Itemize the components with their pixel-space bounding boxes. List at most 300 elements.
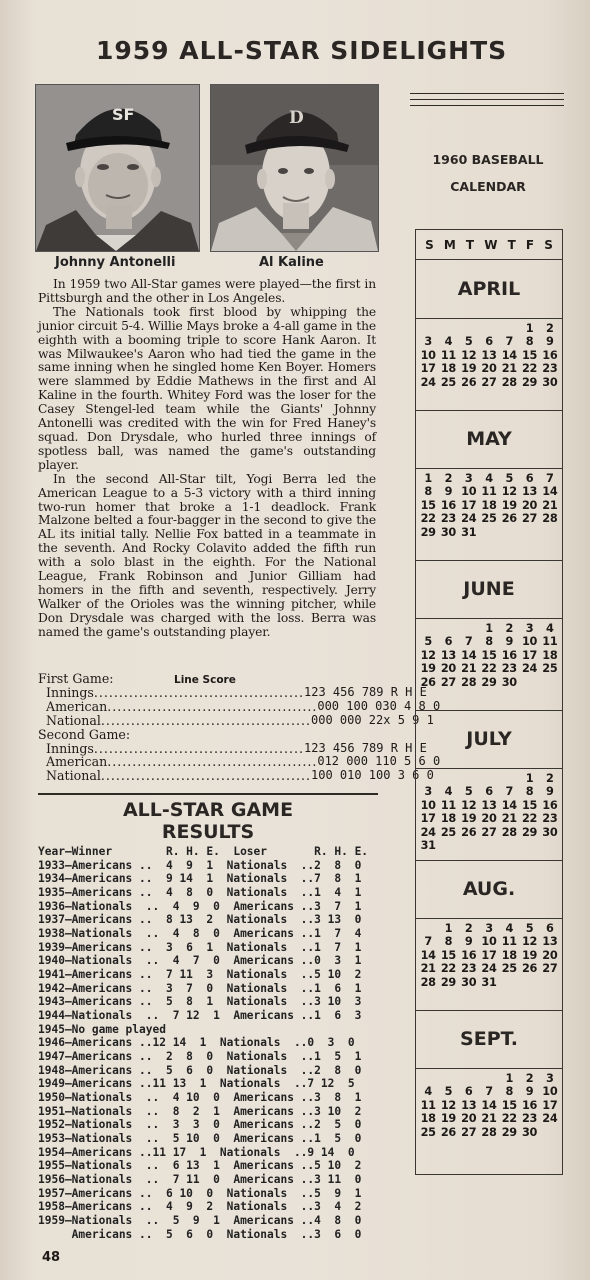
day-cell: 10 xyxy=(542,1085,558,1099)
month-separator xyxy=(416,560,562,561)
day-cell: 7 xyxy=(505,785,514,799)
day-cell: 21 xyxy=(501,362,517,376)
day-cell xyxy=(418,622,438,635)
results-title-line: ALL-STAR GAME xyxy=(122,799,294,821)
day-cell: 10 xyxy=(461,485,477,499)
line-score-row: National .......................................... 100 010 100 3 6 0 xyxy=(38,768,434,784)
results-row: 1957—Americans .. 6 10 0 Nationals ..5 9 1 xyxy=(38,1186,362,1200)
results-row: 1953—Nationals .. 5 10 0 Americans ..1 5 0 xyxy=(38,1132,362,1146)
day-cell: 30 xyxy=(440,525,456,539)
results-row: 1951—Nationals .. 8 2 1 Americans ..3 10 2 xyxy=(38,1104,362,1118)
day-cell: 22 xyxy=(521,812,538,826)
day-cell xyxy=(499,526,519,539)
day-cell: 19 xyxy=(501,498,517,512)
day-cell: 24 xyxy=(521,662,538,676)
day-cell: 9 xyxy=(505,635,514,649)
day-cell: 14 xyxy=(542,485,558,499)
day-cell: 23 xyxy=(440,512,456,526)
calendar-month xyxy=(416,710,562,852)
week-row xyxy=(418,962,560,975)
day-cell: 28 xyxy=(481,1125,497,1139)
day-cell: 1 xyxy=(424,472,432,485)
calendar-title xyxy=(410,146,566,200)
line-score-heading: Line Score xyxy=(174,674,236,686)
day-cell: 8 xyxy=(525,785,534,799)
calendar-title-line: 1960 BASEBALL xyxy=(432,152,544,167)
day-cell: 1 xyxy=(505,1072,514,1085)
week-row xyxy=(418,1112,560,1125)
day-cell xyxy=(418,772,438,785)
day-cell: 5 xyxy=(505,472,514,485)
day-cell: 4 xyxy=(424,1085,432,1099)
day-cell: 13 xyxy=(440,648,456,662)
day-cell: 9 xyxy=(525,1085,534,1099)
day-cell: 4 xyxy=(444,335,453,349)
day-cell: 7 xyxy=(505,335,514,349)
day-cell: 15 xyxy=(501,1098,517,1112)
month-name: APRIL xyxy=(416,260,562,319)
week-row xyxy=(418,826,560,839)
day-cell: 23 xyxy=(542,812,558,826)
day-cell: 4 xyxy=(444,785,453,799)
day-cell: 30 xyxy=(501,675,517,689)
day-cell: 25 xyxy=(440,825,456,839)
day-cell xyxy=(540,676,560,689)
results-row: 1952—Nationals .. 3 3 0 Americans ..2 5 0 xyxy=(38,1118,362,1132)
results-row: 1933—Americans .. 4 9 1 Nationals ..2 8 0 xyxy=(38,858,362,872)
day-cell: 29 xyxy=(481,675,497,689)
line-score-row: American .......................................... 012 000 110 5 6 0 xyxy=(38,754,441,770)
week-row xyxy=(418,635,560,648)
day-cell: 30 xyxy=(542,375,558,389)
week-row xyxy=(418,622,560,635)
day-cell: 31 xyxy=(481,975,497,989)
day-cell: 7 xyxy=(464,635,473,649)
week-row xyxy=(418,335,560,348)
calendar-month xyxy=(416,1010,562,1139)
day-cell: 31 xyxy=(420,839,436,853)
day-cell: 25 xyxy=(501,962,517,976)
day-cell: 2 xyxy=(444,472,453,485)
results-row: 1947—Americans .. 2 8 0 Nationals ..1 5 1 xyxy=(38,1050,362,1064)
day-cell: 20 xyxy=(481,812,497,826)
weekday-label: F xyxy=(525,237,535,252)
day-cell: 11 xyxy=(420,1098,436,1112)
photo-kaline xyxy=(210,84,379,252)
day-cell: 16 xyxy=(521,1098,538,1112)
day-cell: 20 xyxy=(461,1112,477,1126)
day-cell xyxy=(479,772,499,785)
day-cell: 8 xyxy=(505,1085,514,1099)
day-cell: 7 xyxy=(546,472,554,485)
day-cell: 18 xyxy=(481,498,497,512)
week-row xyxy=(418,349,560,362)
day-cell: 17 xyxy=(461,498,477,512)
day-cell: 15 xyxy=(440,948,456,962)
calendar-rule xyxy=(410,93,564,94)
results-header-row: Year—Winner R. H. E. Loser R. H. E. xyxy=(38,845,369,858)
day-cell: 23 xyxy=(501,662,517,676)
month-days-grid xyxy=(416,919,562,989)
day-cell: 16 xyxy=(461,948,477,962)
day-cell: 25 xyxy=(542,662,558,676)
month-name: AUG. xyxy=(416,860,562,919)
results-row: 1955—Nationals .. 6 13 1 Americans ..5 10 2 xyxy=(38,1159,362,1173)
day-cell: 17 xyxy=(542,1098,558,1112)
month-name: JULY xyxy=(416,710,562,769)
day-cell: 6 xyxy=(485,785,493,799)
day-cell: 28 xyxy=(461,675,477,689)
results-row: 1948—Americans .. 5 6 0 Nationals ..2 8 0 xyxy=(38,1063,362,1077)
day-cell: 9 xyxy=(464,935,473,949)
month-days-grid xyxy=(416,1069,562,1139)
day-cell: 26 xyxy=(461,375,477,389)
day-cell xyxy=(438,622,458,635)
day-cell: 26 xyxy=(501,512,517,526)
week-row xyxy=(418,1085,560,1098)
day-cell: 27 xyxy=(481,375,497,389)
calendar-month xyxy=(416,260,562,389)
day-cell: 14 xyxy=(461,648,477,662)
row-value: 000 000 22x 5 9 1 xyxy=(311,712,434,727)
calendar xyxy=(415,229,563,1175)
day-cell: 26 xyxy=(461,825,477,839)
day-cell: 31 xyxy=(461,525,477,539)
calendar-rule xyxy=(410,99,564,100)
day-cell: 21 xyxy=(542,498,558,512)
day-cell: 8 xyxy=(485,635,493,649)
week-row xyxy=(418,362,560,375)
day-cell: 13 xyxy=(481,348,497,362)
results-row: 1942—Americans .. 3 7 0 Nationals ..1 6 1 xyxy=(38,981,362,995)
day-cell xyxy=(519,839,539,852)
day-cell: 2 xyxy=(464,922,473,935)
month-days-grid xyxy=(416,319,562,389)
month-separator xyxy=(416,410,562,411)
day-cell: 15 xyxy=(521,348,538,362)
day-cell xyxy=(479,1072,499,1085)
day-cell: 6 xyxy=(485,335,493,349)
day-cell: 30 xyxy=(542,825,558,839)
results-row: 1949—Americans ..11 13 1 Nationals ..7 12 5 xyxy=(38,1077,355,1091)
calendar-month xyxy=(416,410,562,539)
results-row: 1937—Americans .. 8 13 2 Nationals ..3 13 0 xyxy=(38,913,362,927)
weekday-label: W xyxy=(484,237,498,252)
results-row: 1935—Americans .. 4 8 0 Nationals ..1 4 1 xyxy=(38,886,362,900)
results-row: 1939—Americans .. 3 6 1 Nationals ..1 7 1 xyxy=(38,940,362,954)
day-cell: 22 xyxy=(481,662,497,676)
day-cell: 29 xyxy=(440,975,456,989)
month-separator xyxy=(416,710,562,711)
day-cell: 15 xyxy=(521,798,538,812)
week-row xyxy=(418,512,560,525)
day-cell xyxy=(418,322,438,335)
day-cell: 27 xyxy=(521,512,538,526)
day-cell: 5 xyxy=(525,922,534,935)
day-cell: 13 xyxy=(542,935,558,949)
photo-caption: Johnny Antonelli xyxy=(55,255,176,270)
player-photo-giants-icon xyxy=(36,85,199,251)
week-row xyxy=(418,922,560,935)
day-cell xyxy=(459,1072,479,1085)
day-cell: 18 xyxy=(501,948,517,962)
day-cell: 7 xyxy=(424,935,432,949)
day-cell xyxy=(479,839,499,852)
day-cell: 10 xyxy=(481,935,497,949)
day-cell: 11 xyxy=(440,798,456,812)
week-row xyxy=(418,949,560,962)
day-cell: 5 xyxy=(424,635,432,649)
day-cell: 3 xyxy=(424,335,432,349)
row-label: Innings xyxy=(38,684,94,700)
results-row: 1936—Nationals .. 4 9 0 Americans ..3 7 1 xyxy=(38,899,362,913)
month-name: JUNE xyxy=(416,560,562,619)
day-cell: 25 xyxy=(440,375,456,389)
day-cell: 26 xyxy=(440,1125,456,1139)
day-cell xyxy=(499,839,519,852)
day-cell: 1 xyxy=(444,922,453,935)
line-score-row xyxy=(38,672,378,686)
day-cell xyxy=(438,839,458,852)
week-row xyxy=(418,485,560,498)
week-row xyxy=(418,322,560,335)
day-cell: 12 xyxy=(501,485,517,499)
day-cell: 22 xyxy=(521,362,538,376)
weekday-label: M xyxy=(443,237,456,252)
week-row xyxy=(418,526,560,539)
week-row xyxy=(418,799,560,812)
day-cell: 23 xyxy=(461,962,477,976)
month-days-grid xyxy=(416,619,562,689)
week-row xyxy=(418,839,560,852)
row-value: 012 000 110 5 6 0 xyxy=(317,754,441,769)
article-paragraph: In the second All-Star tilt, Yogi Berra led the American League to a 5-3 victory with a third inning two-run homer that broke a 1-1 deadlock. Frank Malzone belted a four-bagger in the second to give the AL its initial tally. Nellie Fox batted in a teammate in the seventh. And Rocky Colavito added the fifth run with a solo blast in the eighth. For the National League, Frank Robinson and Junior Gilliam had homers in the fifth and seventh, respectively. Jerry Walker of the Orioles was the winning pitcher, while Don Drysdale was charged with the loss. Berra was named the game's outstanding player. xyxy=(38,471,376,639)
week-row xyxy=(418,935,560,948)
day-cell: 24 xyxy=(542,1112,558,1126)
day-cell: 9 xyxy=(444,485,453,499)
day-cell: 20 xyxy=(481,362,497,376)
day-cell: 20 xyxy=(521,498,538,512)
day-cell: 23 xyxy=(542,362,558,376)
results-table xyxy=(38,845,378,1241)
day-cell xyxy=(418,922,438,935)
month-separator xyxy=(416,1010,562,1011)
day-cell xyxy=(540,526,560,539)
results-title xyxy=(38,799,378,843)
row-label: American xyxy=(38,754,108,770)
line-score-row: Innings .......................................... 123 456 789 R H E xyxy=(38,740,427,756)
results-row: 1938—Nationals .. 4 8 0 Americans ..1 7 4 xyxy=(38,927,362,941)
results-row: 1959—Nationals .. 5 9 1 Americans ..4 8 0 xyxy=(38,1214,362,1228)
article-paragraph: The Nationals took first blood by whipping the junior circuit 5-4. Willie Mays broke a 4-all game in the eighth with a booming triple to score Hank Aaron. It was Milwaukee's Aaron who had tied the game in the same inning when he singled home Ken Boyer. Homers were slammed by Eddie Mathews in the first and Al Kaline in the fourth. Whitey Ford was the loser for the Casey Stengel-led team while the Giants' Johnny Antonelli was credited with the win for Fred Haney's squad. Don Drysdale, who hurled three innings of spotless ball, was named the game's outstanding player. xyxy=(38,304,376,472)
results-row: 1950—Nationals .. 4 10 0 Americans ..3 8 1 xyxy=(38,1091,362,1105)
day-cell: 25 xyxy=(420,1125,436,1139)
day-cell: 29 xyxy=(521,375,538,389)
day-cell: 9 xyxy=(546,335,554,349)
day-cell: 19 xyxy=(461,362,477,376)
day-cell: 15 xyxy=(481,648,497,662)
day-cell: 6 xyxy=(444,635,453,649)
photo-caption: Al Kaline xyxy=(259,255,324,270)
day-cell: 3 xyxy=(525,622,534,635)
day-cell: 16 xyxy=(501,648,517,662)
row-value: 100 010 100 3 6 0 xyxy=(311,768,434,783)
day-cell: 1 xyxy=(525,322,534,335)
day-cell: 11 xyxy=(501,935,517,949)
day-cell xyxy=(459,322,479,335)
day-cell xyxy=(499,772,519,785)
day-cell xyxy=(459,622,479,635)
day-cell: 13 xyxy=(461,1098,477,1112)
results-row: 1956—Nationals .. 7 11 0 Americans ..3 11 0 xyxy=(38,1173,362,1187)
day-cell: 27 xyxy=(440,675,456,689)
day-cell: 16 xyxy=(542,348,558,362)
day-cell: 24 xyxy=(481,962,497,976)
row-value: 000 100 030 4 8 0 xyxy=(317,698,441,713)
day-cell: 21 xyxy=(501,812,517,826)
day-cell: 3 xyxy=(424,785,432,799)
row-label: American xyxy=(38,698,108,714)
week-row xyxy=(418,1072,560,1085)
calendar-month xyxy=(416,860,562,989)
day-cell xyxy=(519,976,539,989)
day-cell: 17 xyxy=(420,362,436,376)
day-cell: 12 xyxy=(461,798,477,812)
day-cell: 29 xyxy=(420,525,436,539)
day-cell: 8 xyxy=(424,485,432,499)
line-score-row xyxy=(38,728,378,742)
day-cell: 13 xyxy=(521,485,538,499)
week-row xyxy=(418,472,560,485)
results-row: 1934—Americans .. 9 14 1 Nationals ..7 8 1 xyxy=(38,872,362,886)
day-cell: 2 xyxy=(546,322,554,335)
day-cell: 18 xyxy=(440,812,456,826)
row-value: 123 456 789 R H E xyxy=(304,684,427,699)
day-cell: 16 xyxy=(440,498,456,512)
day-cell: 11 xyxy=(542,635,558,649)
article-paragraph: In 1959 two All-Star games were played—the first in Pittsburgh and the other in Los Angeles. xyxy=(38,277,376,305)
svg-text:SF: SF xyxy=(112,105,135,124)
day-cell xyxy=(418,1072,438,1085)
weekday-label: S xyxy=(425,237,434,252)
row-label: First Game: xyxy=(38,671,114,686)
results-row: 1944—Nationals .. 7 12 1 Americans ..1 6 3 xyxy=(38,1009,362,1023)
day-cell: 18 xyxy=(420,1112,436,1126)
day-cell: 17 xyxy=(521,648,538,662)
day-cell: 3 xyxy=(464,472,473,485)
results-row: 1946—Americans ..12 14 1 Nationals ..0 3 0 xyxy=(38,1036,355,1050)
day-cell: 6 xyxy=(464,1085,473,1099)
results-row: 1941—Americans .. 7 11 3 Nationals ..5 10 2 xyxy=(38,968,362,982)
day-cell: 30 xyxy=(521,1125,538,1139)
day-cell: 12 xyxy=(461,348,477,362)
day-cell: 27 xyxy=(461,1125,477,1139)
day-cell: 28 xyxy=(420,975,436,989)
day-cell: 20 xyxy=(440,662,456,676)
day-cell xyxy=(519,526,539,539)
day-cell: 10 xyxy=(420,348,436,362)
results-row: Americans .. 5 6 0 Nationals ..3 6 0 xyxy=(38,1227,362,1241)
calendar-month xyxy=(416,560,562,689)
row-value: 123 456 789 R H E xyxy=(304,740,427,755)
week-row xyxy=(418,649,560,662)
month-days-grid xyxy=(416,769,562,852)
results-row: 1958—Americans .. 4 9 2 Nationals ..3 4 2 xyxy=(38,1200,362,1214)
day-cell: 2 xyxy=(505,622,514,635)
day-cell: 1 xyxy=(485,622,493,635)
page-title: 1959 ALL-STAR SIDELIGHTS xyxy=(96,36,508,65)
day-cell: 10 xyxy=(420,798,436,812)
day-cell: 26 xyxy=(521,962,538,976)
day-cell: 19 xyxy=(461,812,477,826)
day-cell: 24 xyxy=(420,825,436,839)
day-cell: 4 xyxy=(505,922,514,935)
day-cell: 19 xyxy=(440,1112,456,1126)
day-cell xyxy=(519,676,539,689)
article-body xyxy=(38,278,376,640)
month-days-grid xyxy=(416,469,562,539)
week-row xyxy=(418,772,560,785)
day-cell: 12 xyxy=(440,1098,456,1112)
results-row: 1940—Nationals .. 4 7 0 Americans ..0 3 1 xyxy=(38,954,362,968)
weekday-header xyxy=(416,230,562,260)
day-cell: 19 xyxy=(420,662,436,676)
day-cell: 19 xyxy=(521,948,538,962)
line-score-row: Innings .......................................... 123 456 789 R H E xyxy=(38,684,427,700)
day-cell: 17 xyxy=(420,812,436,826)
day-cell: 7 xyxy=(485,1085,493,1099)
day-cell: 13 xyxy=(481,798,497,812)
line-score-row: National .......................................... 000 000 22x 5 9 1 xyxy=(38,712,434,728)
week-row xyxy=(418,976,560,989)
player-photo-tigers-icon xyxy=(211,85,378,251)
day-cell: 27 xyxy=(542,962,558,976)
day-cell: 14 xyxy=(501,348,517,362)
row-label: Second Game: xyxy=(38,726,131,742)
results-row: 1945—No game played xyxy=(38,1022,166,1036)
section-divider xyxy=(38,793,378,795)
day-cell xyxy=(438,772,458,785)
day-cell: 6 xyxy=(546,922,554,935)
day-cell xyxy=(540,839,560,852)
day-cell: 6 xyxy=(525,472,534,485)
day-cell: 14 xyxy=(501,798,517,812)
week-row xyxy=(418,1099,560,1112)
month-name: MAY xyxy=(416,410,562,469)
day-cell: 2 xyxy=(525,1072,534,1085)
weekday-label: T xyxy=(507,237,516,252)
day-cell xyxy=(540,1126,560,1139)
weekday-label: S xyxy=(544,237,553,252)
day-cell: 9 xyxy=(546,785,554,799)
line-score-row: American .......................................... 000 100 030 4 8 0 xyxy=(38,698,441,714)
month-name: SEPT. xyxy=(416,1010,562,1069)
day-cell: 16 xyxy=(542,798,558,812)
row-label: Innings xyxy=(38,740,94,756)
day-cell: 25 xyxy=(481,512,497,526)
day-cell: 5 xyxy=(464,785,473,799)
day-cell: 14 xyxy=(481,1098,497,1112)
day-cell: 14 xyxy=(420,948,436,962)
day-cell: 17 xyxy=(481,948,497,962)
day-cell: 24 xyxy=(461,512,477,526)
day-cell: 8 xyxy=(444,935,453,949)
day-cell xyxy=(459,839,479,852)
row-label: National xyxy=(38,712,101,728)
calendar-title-line: CALENDAR xyxy=(450,179,526,194)
week-row xyxy=(418,676,560,689)
day-cell: 15 xyxy=(420,498,436,512)
